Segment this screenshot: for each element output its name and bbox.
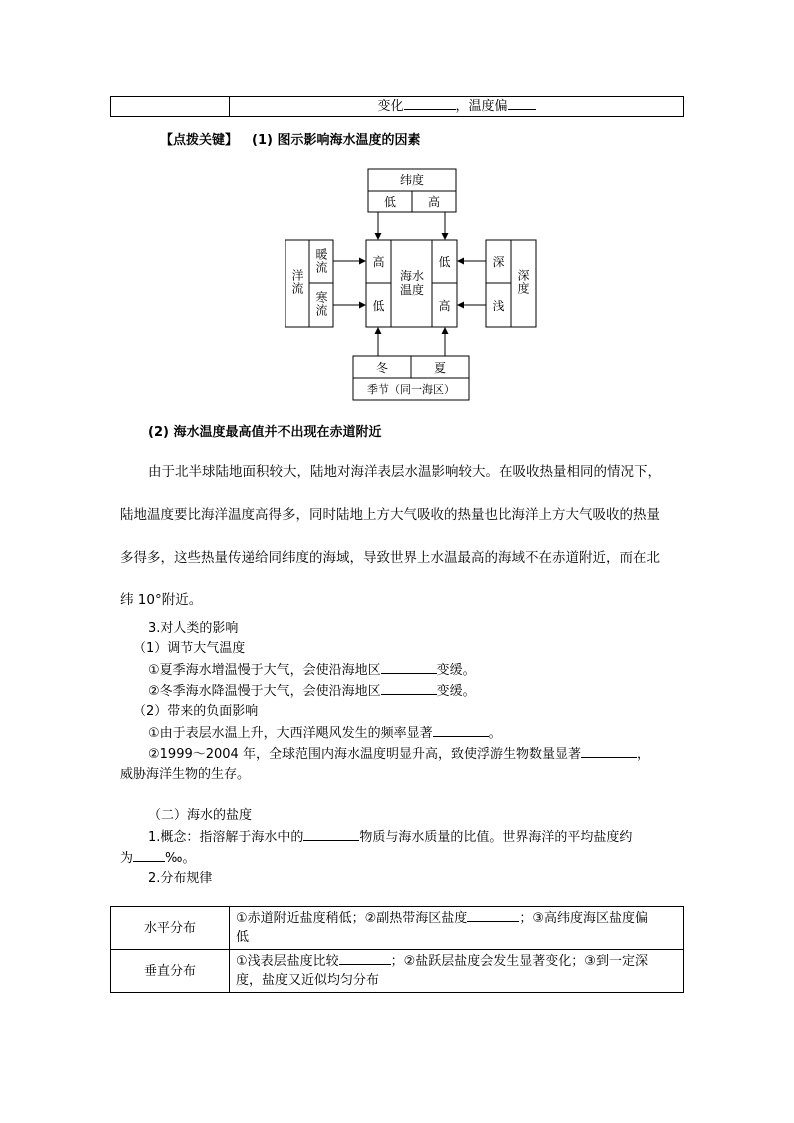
row-content-vertical [230,950,684,993]
text-after: 。 [488,726,502,741]
text-before: ①由于表层水温上升，大西洋飓风发生的频率显著 [148,726,433,741]
label-shallow: 浅 [492,299,505,313]
top-table-text-cell [230,97,683,116]
distribution-title: 2.分布规律 [148,871,213,886]
text-before: 为 [120,851,134,866]
row-header-horizontal: 水平分布 [111,907,230,950]
row-content-horizontal [230,907,684,950]
label-deep: 深 [492,255,505,269]
text-before: ①夏季海水增温慢于大气，会使沿海地区 [148,663,381,678]
blank-line[interactable] [581,745,637,758]
top-table-empty-cell [111,97,230,116]
item-hurricane [148,724,502,743]
text-before: ①浅表层盐度比较 [236,954,339,969]
salinity-distribution-table [110,906,684,993]
top-row-text-middle: ，温度偏 [455,99,508,114]
item-plankton-line2: 威胁海洋生物的生存。 [120,767,251,782]
text-after: 变缓。 [436,684,476,699]
text-before: ②冬季海水降温慢于大气，会使沿海地区 [148,684,381,699]
row-header-vertical: 垂直分布 [111,950,230,993]
text-after: ， [636,747,650,762]
item-winter [148,682,476,701]
top-table-row [110,96,684,117]
paragraph-line: 陆地温度要比海洋温度高得多，同时陆地上方大气吸收的热量也比海洋上方大气吸收的热量 [120,507,660,523]
table-row [111,950,684,993]
paragraph-line: 由于北半球陆地面积较大，陆地对海洋表层水温影响较大。在吸收热量相同的情况下， [148,464,661,480]
label-ocean-current: 洋流 [290,269,304,295]
text-after: 变缓。 [436,663,476,678]
text-before: 1.概念：指溶解于海水中的 [148,830,304,845]
table-row [111,907,684,950]
text-line2: 度，盐度又近似均匀分布 [236,973,380,988]
blank-line[interactable] [381,661,437,674]
subsection-regulate-temperature: （1）调节大气温度 [133,641,246,656]
label-cold-current: 寒流 [314,291,328,317]
label-winter: 冬 [375,361,388,375]
salinity-concept-line2 [120,849,195,868]
item-summer [148,661,476,680]
label-depth: 深度 [516,269,530,295]
top-row-text-before: 变化 [377,99,404,114]
text-before: ②1999～2004 年，全球范围内海水温度明显升高，致使浮游生物数量显著 [148,747,581,762]
blank-line[interactable] [404,97,456,110]
label-warm-current: 暖流 [314,248,328,274]
key-point-label: 【点拨关键】 [160,133,239,148]
key-point-item1: (1) 图示影响海水温度的因素 [252,133,421,148]
label-right-low: 低 [438,255,451,269]
label-latitude-low: 低 [383,195,396,209]
blank-line[interactable] [433,724,489,737]
text-after: ‰。 [165,851,196,866]
text-after: 物质与海水质量的比值。世界海洋的平均盐度约 [359,830,633,845]
label-latitude-high: 高 [427,195,440,209]
blank-line[interactable] [508,97,536,110]
item-plankton [148,745,650,764]
section-human-impact-title: 3.对人类的影响 [148,621,239,636]
label-right-high: 高 [438,299,451,313]
sea-temperature-factors-diagram [285,168,540,402]
blank-line[interactable] [381,682,437,695]
label-sea-temperature: 海水温度 [399,269,424,297]
blank-line[interactable] [303,828,359,841]
section-salinity-title: （二）海水的盐度 [148,808,253,823]
blank-line[interactable] [339,952,391,965]
label-summer: 夏 [433,361,446,375]
paragraph-line: 多得多，这些热量传递给同纬度的海域，导致世界上水温最高的海域不在赤道附近，而在北 [120,550,660,566]
blank-line[interactable] [467,909,519,922]
label-center-low: 低 [372,299,385,313]
text-line2: 低 [236,930,250,945]
label-latitude: 纬度 [399,173,424,187]
label-season: 季节（同一海区） [367,383,455,396]
item2-title: (2) 海水温度最高值并不出现在赤道附近 [148,425,382,440]
text-after: ；②盐跃层盐度会发生显著变化；③到一定深 [390,954,648,969]
subsection-negative-impact: （2）带来的负面影响 [133,704,259,719]
text-after: ；③高纬度海区盐度偏 [519,911,648,926]
label-center-high: 高 [372,255,385,269]
paragraph-line: 纬 10°附近。 [120,592,203,608]
salinity-concept [148,828,632,847]
text-before: ①赤道附近盐度稍低；②副热带海区盐度 [236,911,468,926]
blank-line[interactable] [133,849,165,862]
